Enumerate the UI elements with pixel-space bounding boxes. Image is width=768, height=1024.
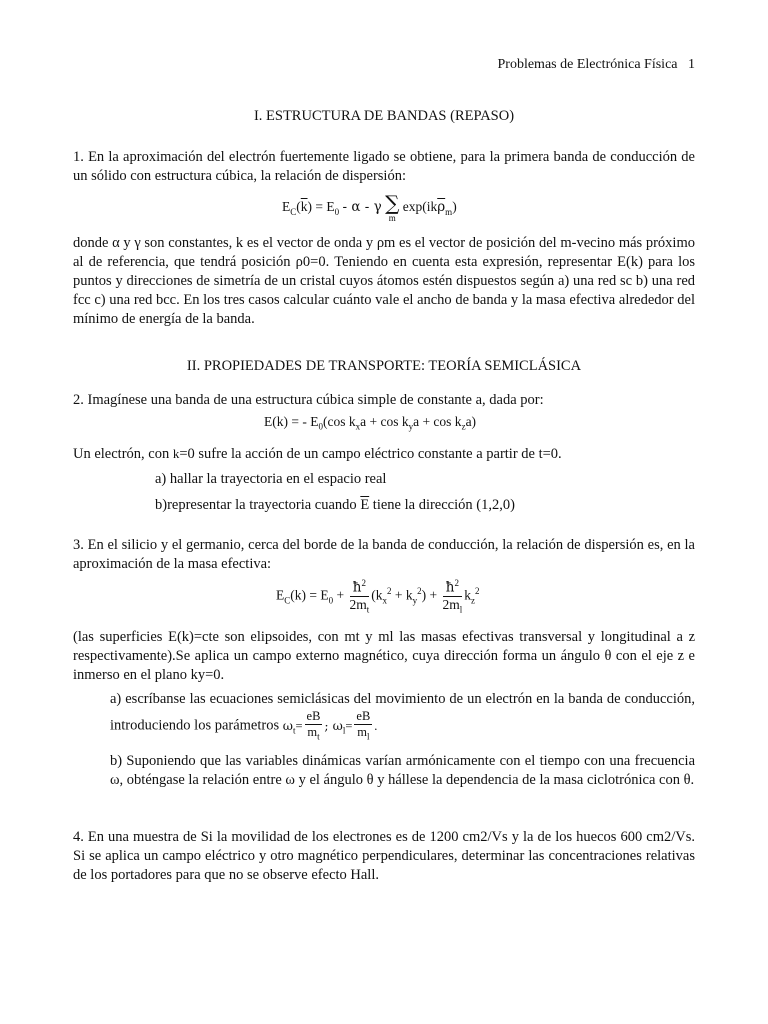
- equation-dispersion-1: $E_C(\overline{k}) = E_0 - \alpha - \gamma$ ∑ m $\exp(ik\overline{\rho}_m)$: [282, 191, 457, 223]
- section-heading-2: II. PROPIEDADES DE TRANSPORTE: TEORÍA SEMICLÁSICA: [186, 358, 582, 374]
- equation-omega-params: $\omega_t=$ $\frac{eB}{m_t}$ ; $\omega_l=$ $\frac{eB}{m_l}$ .: [282, 709, 378, 742]
- problem-1-intro: 1. En la aproximación del electrón fuertemente ligado se obtiene, para la primera banda de conducción de un sólido con estructura cúbica, la relación de dispersión:: [73, 149, 695, 184]
- problem-1-body: donde α y γ son constantes, k es el vector de onda y ρm es el vector de posición del m-vecino más próximo al de referencia, que tendrá posición ρ0=0. Teniendo en cuenta esta expresión, representar E(k) para los puntos y direcciones de simetría de un cristal cuyos átomos estén dispuestos según a) una red sc b) una red fcc c) una red bcc. En los tres casos calcular cuánto vale el ancho de banda y la masa efectiva alrededor del mínimo de energía de la banda.: [73, 235, 695, 327]
- running-header: [498, 57, 696, 73]
- equation-band-2: E(k) = - $E_0(\cos$ $k_xa + \cos k_ya + \cos k_za$): [264, 414, 477, 432]
- equation-effective-mass-3: $E_C(k) = E_0$ + $\frac{ħ^2}{2m_t}$ $(k_x^2 + k_y^2)$ + $\frac{ħ^2}{2m_l}$ $k_z^2$: [276, 578, 480, 615]
- header-title: Problemas de Electrónica Física: [497, 57, 678, 72]
- section-heading-1: I. ESTRUCTURA DE BANDAS (REPASO): [253, 108, 515, 124]
- problem-3-part-b: b) Suponiendo que las variables dinámicas varían armónicamente con el tiempo con una frecuencia ω, obténgase la relación entre ω y el ángulo θ y hállese la dependencia de la masa ciclotrónica con θ.: [110, 753, 695, 788]
- problem-2-part-a: a) hallar la trayectoria en el espacio real: [155, 471, 387, 487]
- problem-4: 4. En una muestra de Si la movilidad de los electrones es de 1200 cm2/Vs y la de los huecos 600 cm2/Vs. Si se aplica un campo eléctrico y otro magnético perpendiculares, determinar las concentraciones relativas de los portadores para que no se observe efecto Hall.: [73, 829, 695, 883]
- problem-3-part-a: a) escríbanse las ecuaciones semiclásicas del movimiento de un electrón en la banda de conducción, introduciendo los parámetros $\omega_t=$ $\frac{eB}{m_t}$ ; $\omega_l=$ $\frac{eB}{m_l}$ .: [110, 691, 695, 742]
- summation-symbol: ∑ m: [385, 191, 400, 223]
- problem-2-statement: Un electrón, con k=0 sufre la acción de un campo eléctrico constante a partir de t=0.: [73, 446, 562, 462]
- page-number: 1: [688, 57, 695, 72]
- problem-3-body: (las superficies E(k)=cte son elipsoides, con mt y ml las masas efectivas transversal y longitudinal a z respectivamente).Se aplica un campo externo magnético, cuya dirección forma un ángulo θ con el eje z e inmerso en el plano ky=0.: [73, 629, 695, 683]
- problem-3-intro: 3. En el silicio y el germanio, cerca del borde de la banda de conducción, la relación de dispersión es, en la aproximación de la masa efectiva:: [73, 537, 695, 572]
- problem-2-intro: 2. Imagínese una banda de una estructura cúbica simple de constante a, dada por:: [73, 392, 544, 408]
- problem-2-part-b: b)representar la trayectoria cuando $\overline{E}$ tiene la dirección (1,2,0): [155, 497, 515, 513]
